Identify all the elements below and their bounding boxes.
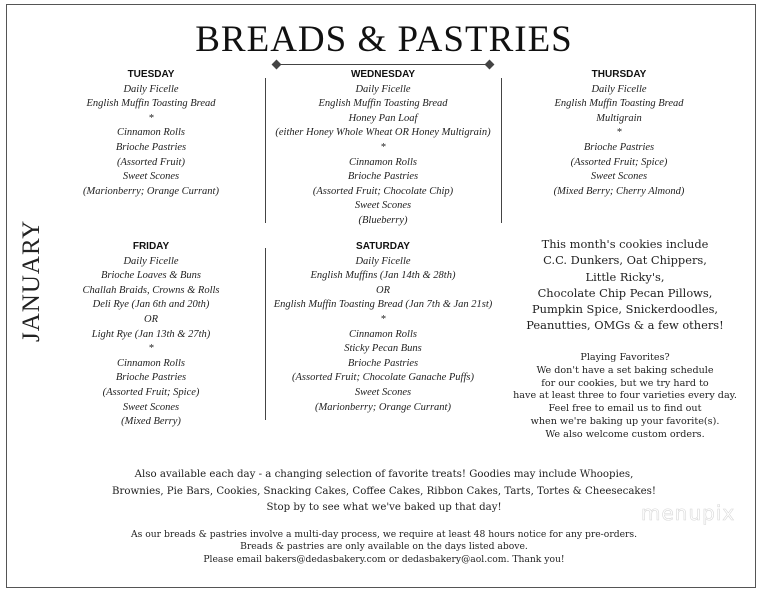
- footer-line: Stop by to see what we've baked up that day!: [266, 502, 502, 514]
- menu-item: Brioche Loaves & Buns: [100, 270, 202, 282]
- menu-item: English Muffin Toasting Bread: [86, 98, 216, 110]
- favorites-line: Playing Favorites?: [580, 352, 670, 363]
- menu-item: Multigrain: [596, 112, 642, 124]
- menu-item: (either Honey Whole Wheat OR Honey Multigrain): [275, 127, 491, 139]
- favorites-line: for our cookies, but we try hard to: [541, 377, 709, 389]
- menu-item: Light Rye (Jan 13th & 27th): [91, 328, 211, 340]
- day-heading: TUESDAY: [127, 69, 175, 80]
- menu-item: English Muffins (Jan 14th & 28th): [310, 270, 456, 282]
- menu-item: *: [380, 141, 386, 153]
- favorites-line: Feel free to email us to find out: [548, 403, 702, 415]
- menu-item: (Assorted Fruit; Spice): [102, 386, 200, 398]
- divider-line: [265, 248, 266, 420]
- menu-item: (Blueberry): [358, 214, 408, 226]
- menu-item: Daily Ficelle: [123, 255, 179, 267]
- watermark: menupix: [641, 501, 736, 525]
- menu-item: (Assorted Fruit; Chocolate Chip): [312, 185, 454, 197]
- menu-item: Daily Ficelle: [123, 83, 179, 95]
- day-heading: SATURDAY: [356, 241, 410, 252]
- day-tuesday: [75, 68, 227, 199]
- menu-item: OR: [144, 313, 158, 325]
- divider-line: [501, 78, 502, 223]
- footer-line: Please email bakers@dedasbakery.com or dedasbakery@aol.com. Thank you!: [203, 553, 565, 565]
- menu-item: Cinnamon Rolls: [349, 328, 417, 340]
- menu-item: Challah Braids, Crowns & Rolls: [82, 284, 220, 296]
- cookies-line: Pumpkin Spice, Snickerdoodles,: [531, 302, 719, 317]
- favorites-line: We don't have a set baking schedule: [536, 364, 714, 376]
- menu-item: (Marionberry; Orange Currant): [315, 401, 451, 413]
- favorites-line: have at least three to four varieties every day.: [513, 390, 737, 402]
- day-heading: THURSDAY: [591, 69, 647, 80]
- cookies-line: Peanutties, OMGs & a few others!: [526, 318, 724, 333]
- menu-item: English Muffin Toasting Bread (Jan 7th & Jan 21st): [273, 299, 493, 311]
- menu-item: Sweet Scones: [122, 401, 180, 413]
- preorder-note: [0, 529, 768, 566]
- menu-item: Sweet Scones: [590, 171, 648, 183]
- menu-item: OR: [376, 284, 390, 296]
- menu-item: (Assorted Fruit; Chocolate Ganache Puffs): [292, 372, 474, 384]
- menu-item: Sticky Pecan Buns: [344, 343, 422, 355]
- menu-item: Daily Ficelle: [355, 83, 411, 95]
- day-saturday: [270, 240, 496, 415]
- cookies-line: C.C. Dunkers, Oat Chippers,: [543, 253, 707, 268]
- menu-item: *: [148, 343, 154, 355]
- day-thursday: [538, 68, 700, 199]
- menu-item: Cinnamon Rolls: [117, 357, 185, 369]
- monthly-cookies: [520, 236, 730, 334]
- menu-item: Sweet Scones: [354, 386, 412, 398]
- menu-item: Brioche Pastries: [115, 141, 187, 153]
- footer-line: Also available each day - a changing selection of favorite treats! Goodies may include Whoopies,: [134, 469, 634, 480]
- cookies-line: Little Ricky's,: [585, 269, 665, 284]
- menu-item: English Muffin Toasting Bread: [318, 98, 448, 110]
- cookies-line: This month's cookies include: [541, 237, 709, 251]
- day-wednesday: [270, 68, 496, 229]
- menu-item: Brioche Pastries: [583, 141, 655, 153]
- menu-item: (Assorted Fruit; Spice): [570, 156, 668, 168]
- footer-line: As our breads & pastries involve a multi-day process, we require at least 48 hours notice for any pre-orders.: [130, 529, 638, 540]
- day-friday: [72, 240, 230, 430]
- menu-item: Brioche Pastries: [115, 372, 187, 384]
- menu-item: Honey Pan Loaf: [348, 112, 418, 124]
- menu-item: Cinnamon Rolls: [349, 156, 417, 168]
- menu-item: Brioche Pastries: [347, 357, 419, 369]
- favorites-line: when we're baking up your favorite(s).: [530, 415, 720, 427]
- playing-favorites: [500, 352, 750, 442]
- menu-item: Daily Ficelle: [355, 255, 411, 267]
- menu-item: Sweet Scones: [354, 200, 412, 212]
- menu-item: Daily Ficelle: [591, 83, 647, 95]
- menu-item: English Muffin Toasting Bread: [554, 98, 684, 110]
- day-heading: WEDNESDAY: [350, 69, 416, 80]
- footer-line: Breads & pastries are only available on the days listed above.: [240, 541, 528, 553]
- menu-item: Sweet Scones: [122, 171, 180, 183]
- menu-item: (Mixed Berry): [121, 416, 181, 428]
- favorites-line: We also welcome custom orders.: [545, 428, 705, 440]
- cookies-line: Chocolate Chip Pecan Pillows,: [537, 285, 713, 300]
- day-heading: FRIDAY: [132, 241, 170, 252]
- menu-item: (Marionberry; Orange Currant): [83, 185, 219, 197]
- menu-item: *: [616, 127, 622, 139]
- menu-item: (Mixed Berry; Cherry Almond): [553, 185, 685, 197]
- menu-item: (Assorted Fruit): [117, 156, 185, 168]
- divider-line: [265, 78, 266, 223]
- page-title: BREADS & PASTRIES: [195, 19, 573, 60]
- menu-item: Brioche Pastries: [347, 171, 419, 183]
- menu-item: Deli Rye (Jan 6th and 20th): [92, 299, 210, 311]
- menu-item: Cinnamon Rolls: [117, 127, 185, 139]
- month-label: JANUARY: [18, 219, 45, 342]
- menu-item: *: [148, 112, 154, 124]
- menu-item: *: [380, 313, 386, 325]
- footer-line: Brownies, Pie Bars, Cookies, Snacking Cakes, Coffee Cakes, Ribbon Cakes, Tarts, Tortes & Cheesecakes!: [112, 485, 656, 497]
